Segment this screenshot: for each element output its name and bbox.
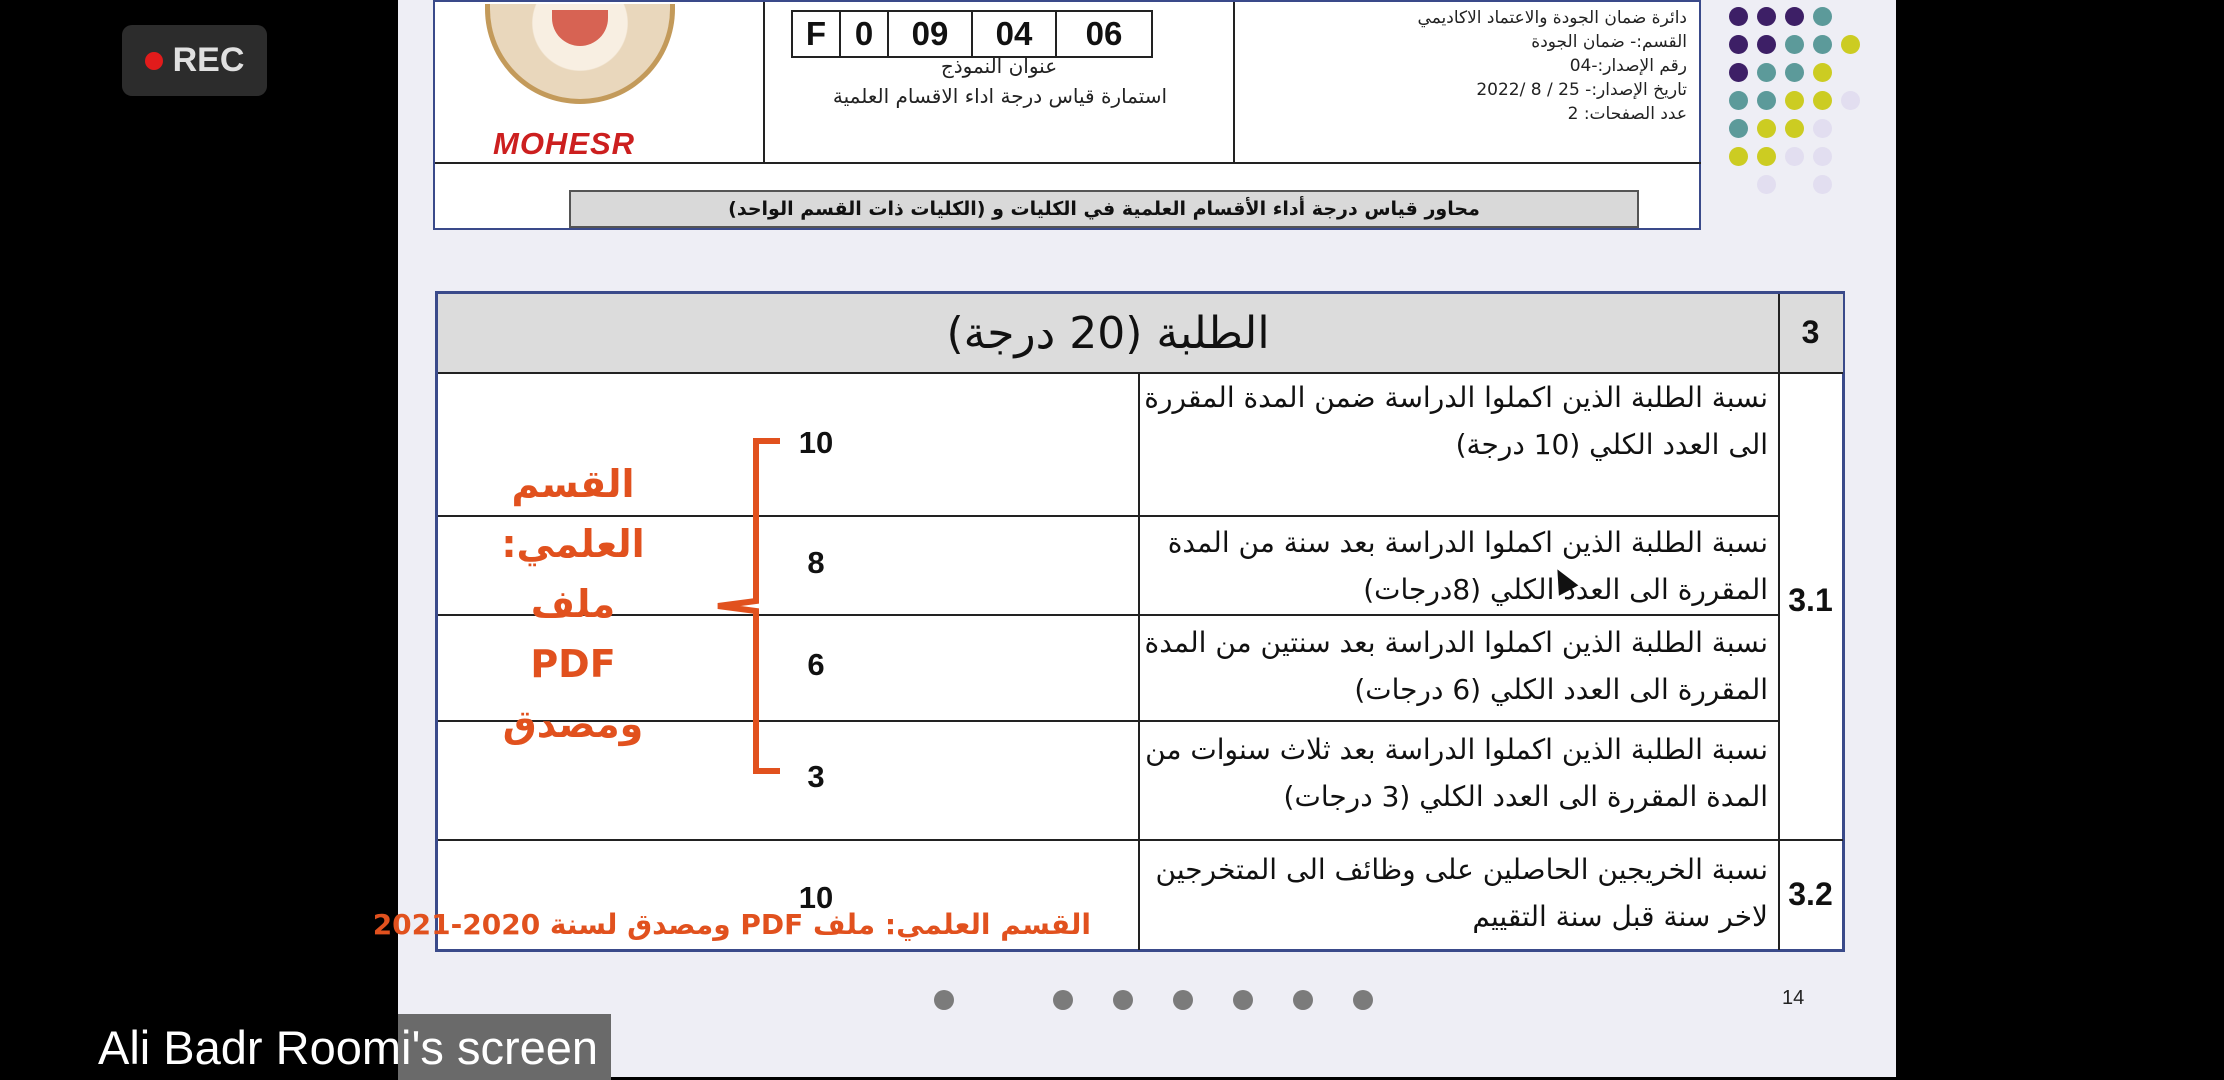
form-code-cell (765, 2, 1235, 164)
criterion-text: نسبة الطلبة الذين اكملوا الدراسة ضمن المدة المقررة الى العدد الكلي (10 درجة) (1144, 381, 1768, 461)
score-value: 10 (798, 425, 834, 460)
ministry-seal-icon (485, 4, 675, 104)
screen-share-label: Ali Badr Roomi's screen (98, 1020, 599, 1074)
section-title: الطلبة (20 درجة) (946, 307, 1270, 359)
info-line: عدد الصفحات: 2 (1567, 104, 1687, 124)
score-value: 6 (807, 647, 825, 682)
criterion-text: نسبة الطلبة الذين اكملوا الدراسة بعد ثلاث سنوات من المدة المقررة الى العدد الكلي (3 درجات) (1145, 733, 1768, 813)
form-header (433, 0, 1701, 230)
ministry-logo-text: MOHESR (493, 126, 636, 161)
students-criteria-table (372, 291, 1845, 952)
slide-nav-dot[interactable] (1293, 990, 1313, 1010)
code-box: 09 (889, 12, 973, 56)
recording-indicator (122, 25, 267, 96)
criterion-text: نسبة الطلبة الذين اكملوا الدراسة بعد سنتين من المدة المقررة الى العدد الكلي (6 درجات) (1144, 626, 1768, 706)
slide-nav-dot[interactable] (1353, 990, 1373, 1010)
criteria-banner: محاور قياس درجة أداء الأقسام العلمية في الكليات و (الكليات ذات القسم الواحد) (569, 190, 1639, 228)
row-number: 3.1 (1788, 582, 1833, 618)
logo-cell (435, 2, 765, 164)
score-value: 10 (798, 880, 834, 915)
code-box: 0 (841, 12, 889, 56)
table-title-row (438, 294, 1843, 372)
slide-nav-dot[interactable] (1173, 990, 1193, 1010)
score-value: 8 (807, 545, 825, 580)
info-line: تاريخ الإصدار:- 25 / 8 /2022 (1476, 80, 1687, 100)
row-number: 3.2 (1788, 876, 1833, 912)
code-box: F (793, 12, 841, 56)
decorative-dot-grid (1729, 7, 1899, 197)
code-box: 04 (973, 12, 1057, 56)
slide-nav-dot[interactable] (1113, 990, 1133, 1010)
form-code (791, 10, 1153, 58)
slide-nav-dot[interactable] (1233, 990, 1253, 1010)
form-info-cell (1235, 2, 1701, 164)
info-line: دائرة ضمان الجودة والاعتماد الاكاديمي (1417, 8, 1687, 28)
code-box: 06 (1085, 15, 1123, 52)
form-title-label: عنوان النموذج (940, 54, 1058, 78)
section-number: 3 (1801, 314, 1820, 350)
department-annotation-bottom: القسم العلمي: ملف PDF ومصدق لسنة 2020-2021 (372, 908, 1091, 941)
shared-slide (372, 0, 1896, 1077)
slide-nav-dot[interactable] (1053, 990, 1073, 1010)
info-line: رقم الإصدار:-04 (1569, 56, 1687, 76)
slide-page-number: 14 (1782, 987, 1805, 1009)
recording-label: REC (172, 41, 245, 79)
criterion-text: نسبة الخريجين الحاصلين على وظائف الى المتخرجين لاخر سنة قبل سنة التقييم (1155, 853, 1768, 933)
score-value: 3 (807, 759, 825, 794)
criterion-text: نسبة الطلبة الذين اكملوا الدراسة بعد سنة من المدة المقررة الى العدد الكلي (8درجات) (1167, 526, 1768, 606)
department-annotation: القسم العلمي: ملف PDF ومصدق (501, 462, 645, 746)
slide-navigation (398, 990, 1896, 1020)
slide-nav-dot[interactable] (934, 990, 954, 1010)
brace-annotation-icon (718, 436, 798, 776)
info-line: القسم:- ضمان الجودة (1531, 32, 1687, 52)
form-title: استمارة قياس درجة اداء الاقسام العلمية (832, 84, 1168, 108)
record-dot-icon (145, 52, 163, 70)
